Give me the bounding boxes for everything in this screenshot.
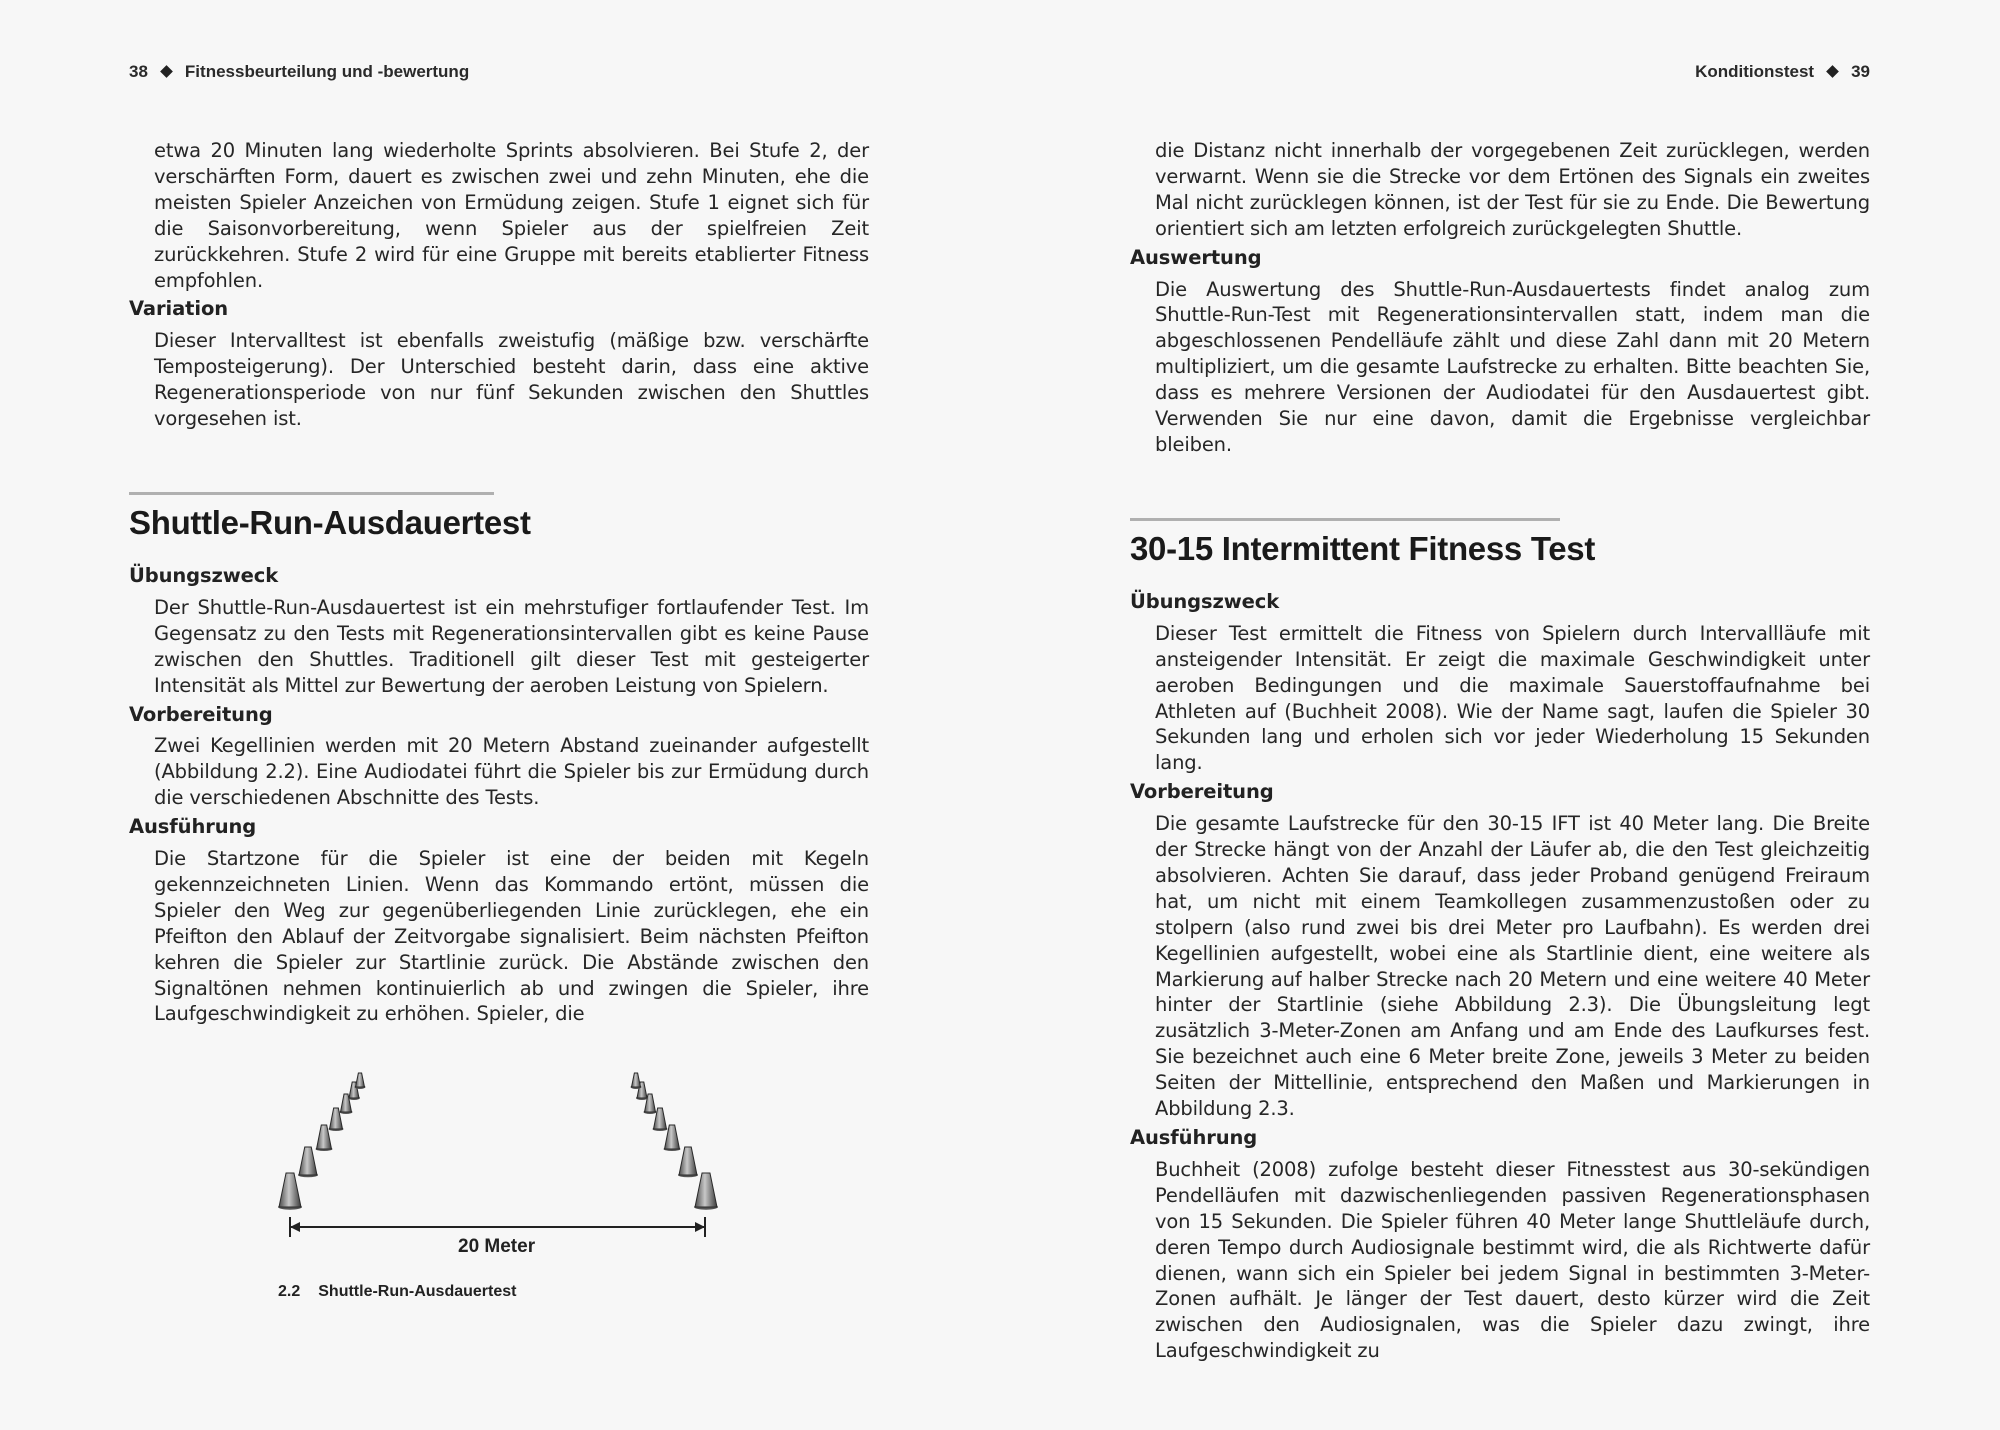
cone-group	[278, 1073, 718, 1210]
left-running-head	[129, 62, 469, 82]
left-intro-paragraph: etwa 20 Minuten lang wiederholte Sprints absolvieren. Bei Stufe 2, der verschärften Form, dauert es zwischen zwei und zehn Minuten, ehe die meisten Spieler Anzeichen von Ermüdung zeigen. Stufe 1 eignet sich für die Saisonvorbereitung, wenn Spieler aus der spielfreien Zeit zurückkehren. Stufe 2 wird für eine Gruppe mit bereits etablierter Fitness empfohlen.	[154, 139, 869, 292]
shuttle-run-figure	[270, 1035, 720, 1305]
evaluation-text: Die Auswertung des Shuttle-Run-Ausdauertests findet analog zum Shuttle-Run-Test mit Regenerationsintervallen statt, indem man die abgeschlossenen Pendelläufe zählt und diese Zahl dann mit 20 Metern multipliziert, um die gesamte Laufstrecke zu erhalten. Bitte beachten Sie, dass es mehrere Versionen der Audiodatei für den Ausdauertest gibt. Verwenden Sie nur eine davon, damit die Ergebnisse vergleichbar bleiben.	[1155, 277, 1870, 456]
evaluation-heading: Auswertung	[1130, 245, 1262, 269]
right-running-title: Konditionstest	[1695, 62, 1815, 81]
variation-text: Dieser Intervalltest ist ebenfalls zweistufig (mäßige bzw. verschärfte Temposteigerung). Der Unterschied besteht darin, dass eine aktive Regenerationsperiode von nur fünf Sekunden zwischen den Shuttles vorgesehen ist.	[154, 329, 869, 431]
cone-icon	[278, 1173, 302, 1210]
cone-icon	[694, 1173, 718, 1210]
section-rule	[1130, 518, 1560, 521]
execution-heading: Ausführung	[129, 815, 257, 839]
arrowhead-right-icon	[695, 1222, 705, 1232]
right-intro-paragraph: die Distanz nicht innerhalb der vorgegebenen Zeit zurücklegen, werden verwarnt. Wenn sie die Strecke vor dem Ertönen des Signals ein zweites Mal nicht zurücklegen können, ist der Test für sie zu Ende. Die Bewertung orientiert sich am letzten erfolgreich zurückgelegten Shuttle.	[1155, 139, 1870, 240]
execution-text: Die Startzone für die Spieler ist eine der beiden mit Kegeln gekennzeichneten Linien. Wenn das Kommando ertönt, müssen die Spieler den Weg zur gegenüberliegenden Linie zurücklegen, ehe ein Pfeifton den Ablauf der Zeitvorgabe signalisiert. Beim nächsten Pfeifton kehren die Spieler zur Startlinie zurück. Die Abstände zwischen den Signaltönen nehmen kontinuierlich ab und zwingen die Spieler, ihre Laufgeschwindigkeit zu erhöhen. Spieler, die	[154, 847, 869, 1026]
variation-heading: Variation	[129, 297, 229, 321]
section-rule	[129, 492, 494, 495]
left-column	[129, 138, 869, 1027]
right-running-head	[1695, 62, 1870, 82]
purpose-heading: Übungszweck	[129, 563, 279, 587]
execution-text: Buchheit (2008) zufolge besteht dieser Fitnesstest aus 30-sekündigen Pendelläufen mit dazwischenliegenden passiven Regenerationsphasen von 15 Sekunden. Die Spieler führen 40 Meter lange Shuttleläufe durch, deren Tempo durch Audiosignale bestimmt wird, die als Richtwerte dafür dienen, wann sich ein Spieler bei jedem Signal in bestimmten 3-Meter-Zonen aufhält. Je länger der Test dauert, desto kürzer wird die Zeit zwischen den Audiosignalen, was die Spieler dazu zwingt, ihre Laufgeschwindigkeit zu	[1155, 1157, 1870, 1363]
shuttle-run-section-title: Shuttle-Run-Ausdauertest	[129, 503, 531, 541]
cone-icon	[631, 1073, 642, 1089]
preparation-heading: Vorbereitung	[1130, 780, 1274, 804]
right-page	[1000, 0, 2000, 1430]
distance-label: 20 Meter	[458, 1236, 536, 1257]
right-column	[1130, 138, 1870, 1364]
diamond-icon	[160, 65, 173, 78]
right-page-number: 39	[1851, 62, 1870, 81]
preparation-text: Zwei Kegellinien werden mit 20 Metern Abstand zueinander aufgestellt (Abbildung 2.2). Eine Audiodatei führt die Spieler bis zur Ermüdung durch die verschiedenen Abschnitte des Tests.	[154, 734, 869, 810]
left-page-number: 38	[129, 62, 148, 81]
figure-caption-number: 2.2	[278, 1283, 301, 1300]
figure-caption-text: Shuttle-Run-Ausdauertest	[318, 1283, 517, 1300]
purpose-text: Dieser Test ermittelt die Fitness von Spielern durch Intervallläufe mit ansteigender Intensität. Er zeigt die maximale Geschwindigkeit unter aeroben Bedingungen und die maximale Sauerstoffaufnahme bei Athleten auf (Buchheit 2008). Wie der Name sagt, laufen die Spieler 30 Sekunden lang und erholen sich vor jeder Wiederholung 15 Sekunden lang.	[1155, 621, 1870, 775]
cone-icon	[355, 1073, 366, 1089]
preparation-text: Die gesamte Laufstrecke für den 30-15 IFT ist 40 Meter lang. Die Breite der Strecke hängt von der Anzahl der Läufer ab, die den Test gleichzeitig absolvieren. Achten Sie darauf, dass jeder Proband genügend Freiraum hat, um nicht mit einem Teamkollegen zusammenzustoßen oder zu stolpern (also rund zwei bis drei Meter pro Laufbahn). Es werden drei Kegellinien aufgestellt, wobei eine als Startlinie dient, eine weitere als Markierung auf halber Strecke nach 20 Metern und eine weitere 40 Meter hinter der Startlinie (siehe Abbildung 2.3). Die Übungsleitung legt zusätzlich 3-Meter-Zonen am Anfang und am Ende des Laufkurses fest. Sie bezeichnet auch eine 6 Meter breite Zone, jeweils 3 Meter zu beiden Seiten der Mittellinie, entsprechend den Maßen und Markierungen in Abbildung 2.3.	[1155, 812, 1870, 1121]
cone-icon	[298, 1147, 318, 1177]
diamond-icon	[1826, 65, 1839, 78]
purpose-heading: Übungszweck	[1130, 589, 1280, 613]
ift-section-title: 30-15 Intermittent Fitness Test	[1130, 529, 1596, 567]
left-running-title: Fitnessbeurteilung und -bewertung	[184, 62, 470, 81]
figure-caption	[278, 1283, 516, 1301]
arrowhead-left-icon	[290, 1222, 300, 1232]
preparation-heading: Vorbereitung	[129, 702, 273, 726]
cone-icon	[678, 1147, 698, 1177]
purpose-text: Der Shuttle-Run-Ausdauertest ist ein mehrstufiger fortlaufender Test. Im Gegensatz zu den Tests mit Regenerationsintervallen gibt es keine Pause zwischen den Shuttles. Traditionell gilt dieser Test mit gesteigerter Intensität als Mittel zur Bewertung der aeroben Leistung von Spielern.	[154, 595, 869, 697]
execution-heading: Ausführung	[1130, 1126, 1258, 1149]
cone-diagram	[270, 1035, 720, 1245]
